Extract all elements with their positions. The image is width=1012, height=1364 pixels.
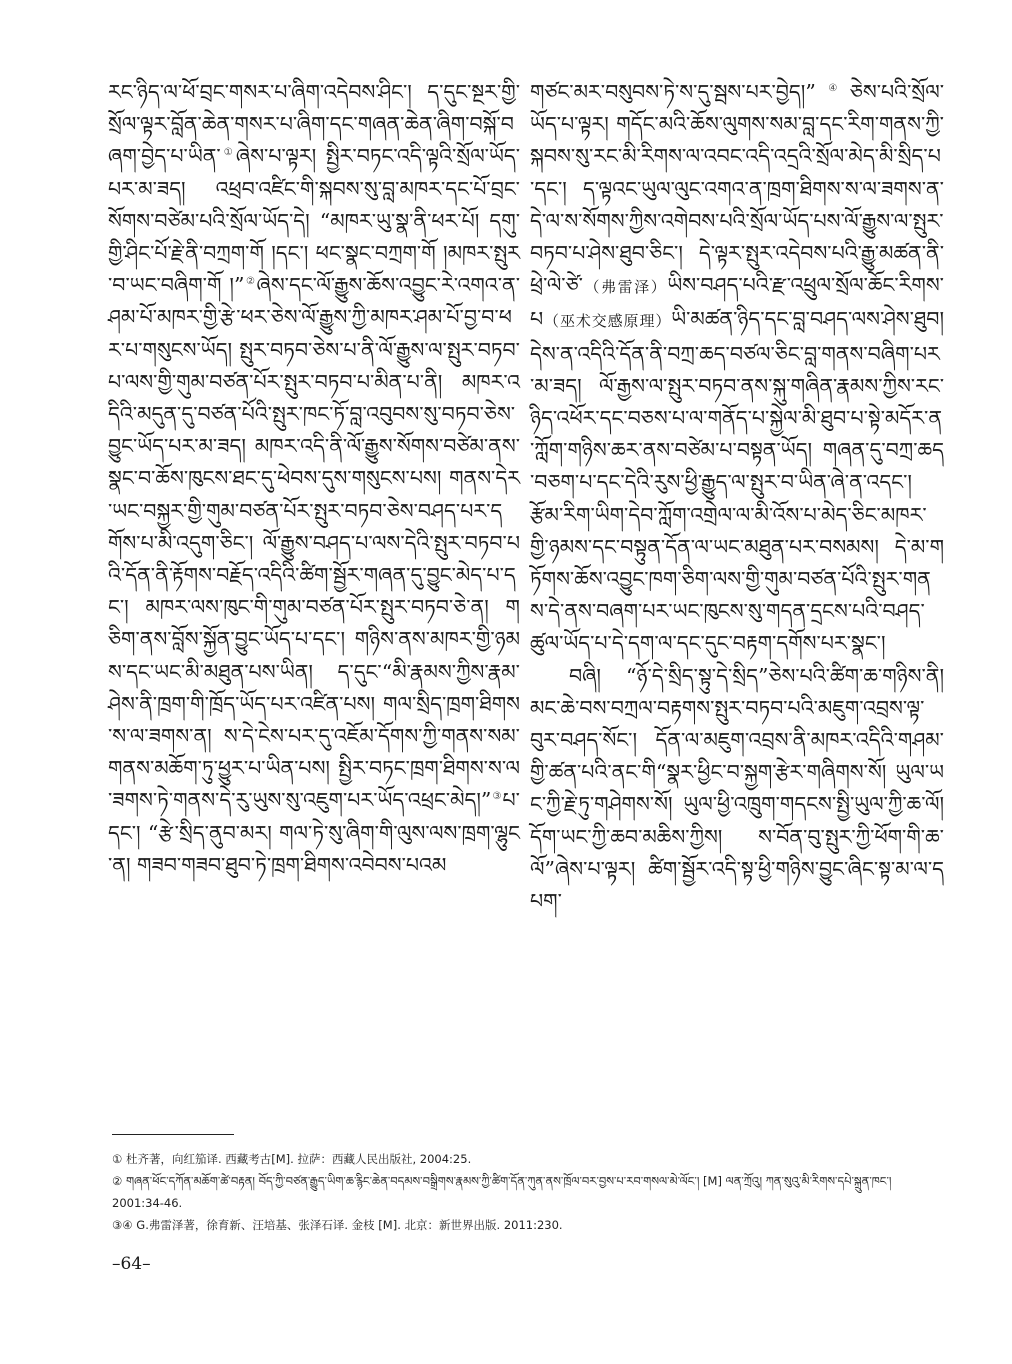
- footnotes: [112, 1148, 932, 1236]
- chinese-term-sympathetic-magic: （巫术交感原理）: [543, 312, 672, 331]
- footnote-item: ② གཞན་ཕོང་དཀོན་མཆོག་ཚེ་བརྟན། བོད་ཀྱི་བཙན་རྒྱུད་ཡིག་ཆ་རྙིང་ཆེན་བདམས་བསྒྲིགས་རྣམས་ཀྱི་ཚིག་དོན་ཀུན་ནས་ཁྲོལ་བར་བྱས་པ་རབ་གསལ་མེ་ལོང་། [M] ལན་ཀྲོའུ། ཀན་སུའུ་མི་རིགས་དཔེ་སྐྲུན་ཁང་། 2001:34-46.: [112, 1174, 892, 1210]
- footnote-ref-1[interactable]: ①: [220, 147, 236, 159]
- left-text-column: [108, 76, 520, 881]
- right-text-column: [530, 76, 944, 917]
- footnote-divider: [112, 1134, 234, 1135]
- chinese-name-frazer: （弗雷泽）: [582, 278, 668, 297]
- page-number: –64–: [112, 1254, 151, 1274]
- footnote-item: ① 杜齐著，向红笳译. 西藏考古[M]. 拉萨：西藏人民出版社, 2004:25.: [112, 1152, 472, 1166]
- footnote-item: ③④ G.弗雷泽著，徐育新、汪培基、张泽石译. 金枝 [M]. 北京：新世界出版. 2011:230.: [112, 1218, 563, 1232]
- footnote-ref-4[interactable]: ④: [815, 83, 850, 95]
- right-paragraph-1: གཙང་མར་བསུབས་ཏེ་ས་དུ་སྦས་པར་བྱེད།”④ཅེས་པའི་སྲོལ་ཡོད་པ་ལྟར། གདོང་མའི་ཆོས་ལུགས་སམ་བླ་དང་རིག་གནས་ཀྱི་སྐབས་སུ་རང་མི་རིགས་ལ་འབང་འདི་འདྲའི་སྲོལ་མེད་མི་སྲིད་པ་དང་། ད་ལྟའང་ཡུལ་ལུང་འགའ་ན་ཁྲག་ཐིགས་ས་ལ་ཟགས་ན་དེ་ལ་ས་སོགས་ཀྱིས་འགེབས་པའི་སྲོལ་ཡོད་པས་ལོ་རྒྱུས་ལ་སྤུར་བཏབ་པ་ཤེས་ཐུབ་ཅིང་། དེ་ལྟར་སྤུར་འདེབས་པའི་རྒྱུ་མཚན་ནི་ཕྲེ་ལེ་ཙེ་（弗雷泽）ཡིས་བཤད་པའི་རྫ་འཕྲུལ་སྲོལ་ཆོང་རིགས་པ（巫术交感原理）ཡི་མཚན་ཉིད་དང་བླ་བཤད་ལས་ཤེས་ཐུབ། དེས་ན་འདིའི་དོན་ནི་བཀྲ་ཆད་བཙལ་ཅིང་བླ་གནས་བཞིག་པར་མ་ཟད། ལོ་རྒྱས་ལ་སྤུར་བཏབ་ནས་སྐུ་གཞིན་རྣམས་ཀྱིས་རང་ཉིད་འཕོར་དང་བཅས་པ་ལ་གནོད་པ་སྐྱེལ་མི་ཐུབ་པ་སྟེ་མདོར་ན་ཀློག་གཉིས་ཆར་ནས་བཙེམ་པ་བསྟན་ཡོད། གཞན་དུ་བཀྲ་ཆད་བཅག་པ་དང་དེའི་རུས་ཕྱི་རྒྱུད་ལ་སྤུར་བ་ཡིན་ཞེ་ན་འདང་། རྩོམ་རིག་ཡིག་དེབ་ཀློག་འགྲེལ་ལ་མི་འོས་པ་མེད་ཅིང་མཁར་གྱི་ཉམས་དང་བསྟུན་དོན་ལ་ཡང་མཐུན་པར་བསམས། དེ་མ་གཏོགས་ཆོས་འབྱུང་ཁག་ཅིག་ལས་གྱི་གུམ་བཙན་པོའི་སྤུར་གནས་དེ་ནས་བཞག་པར་ཡང་ཁུངས་སུ་གདན་དྲངས་པའི་བཤད་ཚུལ་ཡོད་པ་དེ་དག་ལ་དང་དུང་བརྟག་དགོས་པར་སྣང་།: [530, 80, 944, 656]
- footnote-ref-2[interactable]: ②: [244, 276, 257, 288]
- left-paragraph: རང་ཉིད་ལ་ཕོ་བྲང་གསར་པ་ཞིག་འདེབས་ཤིང་། ད་དུང་སྔར་གྱི་སྲོལ་ལྟར་བློན་ཆེན་གསར་པ་ཞིག་དང་གཞན་ཆེན་ཞིག་བསྐོ་བཞག་བྱེད་པ་ཡིན་①ཞེས་པ་ལྟར། སྤྱིར་བཏང་འདི་ལྟའི་སྲོལ་ཡོད་པར་མ་ཟད། འཕྲབ་འཛིང་གི་སྐབས་སུ་བླ་མཁར་དང་པོ་བྲང་སོགས་བཙེམ་པའི་སྲོལ་ཡོད་དེ། “མཁར་ཡུ་སྣ་ནི་ཕར་པོ། དགུ་གྱི་ཤིང་པོ་རྗེ་ནི་བཀྲག་གོ །དང་། ཕང་སྣང་བཀྲག་གོ །མཁར་སྤུར་བ་ཡང་བཞིག་གོ །”②ཞེས་དང་ལོ་རྒྱུས་ཆོས་འབྱུང་རེ་འགའ་ན་ཤམ་པོ་མཁར་གྱི་རྩེ་ཕར་ཅེས་ལོ་རྒྱུས་ཀྱི་མཁར་ཤམ་པོ་བྱ་བ་ཕར་པ་གསུངས་ཡོད། སྤུར་བཏབ་ཅེས་པ་ནི་ལོ་རྒྱུས་ལ་སྤུར་བཏབ་པ་ལས་གྱི་གུམ་བཙན་པོར་སྤུར་བཏབ་པ་མིན་པ་ནི། མཁར་འདིའི་མདུན་དུ་བཙན་པོའི་སྤུར་ཁང་ཏོ་བླ་འབུབས་སུ་བཏབ་ཅེས་བྱུང་ཡོད་པར་མ་ཟད། མཁར་འདི་ནི་ལོ་རྒྱུས་སོགས་བཙེམ་ནས་སྣང་བ་ཆོས་ཁུངས་ཐང་དུ་ཕེབས་དུས་གསུངས་པས། གནས་དེར་ཡང་བསྐྱར་གྱི་གུམ་བཙན་པོར་སྤུར་བཏབ་ཅེས་བཤད་པར་དགོས་པ་མི་འདུག་ཅིང་། ལོ་རྒྱུས་བཤད་པ་ལས་དེའི་སྤུར་བཏབ་པའི་དོན་ནི་རྟོགས་བརྗོད་འདིའི་ཚིག་སྦྱོར་གཞན་དུ་བྱུང་མེད་པ་དང་། མཁར་ལས་ཁུང་གི་གུམ་བཙན་པོར་སྤུར་བཏབ་ཅེ་ན། གཅིག་ནས་བློས་སྐྱོན་བྱུང་ཡོད་པ་དང་། གཉིས་ནས་མཁར་གྱི་ཉམས་དང་ཡང་མི་མཐུན་པས་ཡིན། ད་དུང་“མི་རྣམས་ཀྱིས་རྣམ་ཤེས་ནི་ཁྲག་གི་ཁྲོད་ཡོད་པར་འཛིན་པས། གལ་སྲིད་ཁྲག་ཐིགས་ས་ལ་ཟགས་ན། ས་དེ་ངེས་པར་དུ་འཇོམ་དོགས་ཀྱི་གནས་སམ་གནས་མཆོག་ཏུ་ཕྱུར་པ་ཡིན་པས། སྤྱིར་བཏང་ཁྲག་ཐིགས་ས་ལ་ཟགས་ཏེ་གནས་དེ་རུ་ཡུས་སུ་འཇུག་པར་ཡོད་འཕྲང་མེད།”③པ་དང་། “རྩེ་སྲིད་ནུབ་མར། གལ་ཏེ་སུ་ཞིག་གི་ལུས་ལས་ཁྲག་ལྷུང་ན། གཟབ་གཟབ་ཐུབ་ཏེ་ཁྲག་ཐིགས་འབེབས་པའམ: [108, 80, 521, 877]
- right-paragraph-2: བཞི། “ཉོ་དེ་སྲིད་སྟུ་དེ་སྲིད”ཅེས་པའི་ཚིག་ཆ་གཉིས་ནི། མང་ཆེ་བས་བཀྲལ་བརྟགས་སྤུར་བཏབ་པའི་མཇུག་འབྲས་ལྟ་བུར་བཤད་སོང་། དོན་ལ་མཇུག་འབྲས་ནི་མཁར་འདིའི་གཤམ་གྱི་ཚན་པའི་ནང་གི“སྣར་ཕྱིང་བ་སྐྱག་རྩེར་གཞིགས་སོ། ཡུལ་ཡང་ཀྱི་རྗེ་ཏུ་གཤེགས་སོ། ཡུལ་ཕྱི་འཁྲུག་གདངས་སྤྱི་ཡུལ་ཀྱི་ཆ་ལོ། དོག་ཡང་ཀྱི་ཆབ་མཆིས་ཀྱིས། ས་བོན་བུ་སྤུར་ཀྱི་ཕོག་གི་ཆ་ལོ”ཞེས་པ་ལྟར། ཚིག་སྦྱོར་འདི་སྟ་ཕྱི་གཉིས་བྱུང་ཞིང་སྟ་མ་ལ་དཔག་: [530, 663, 944, 914]
- footnote-ref-3[interactable]: ③: [491, 791, 503, 803]
